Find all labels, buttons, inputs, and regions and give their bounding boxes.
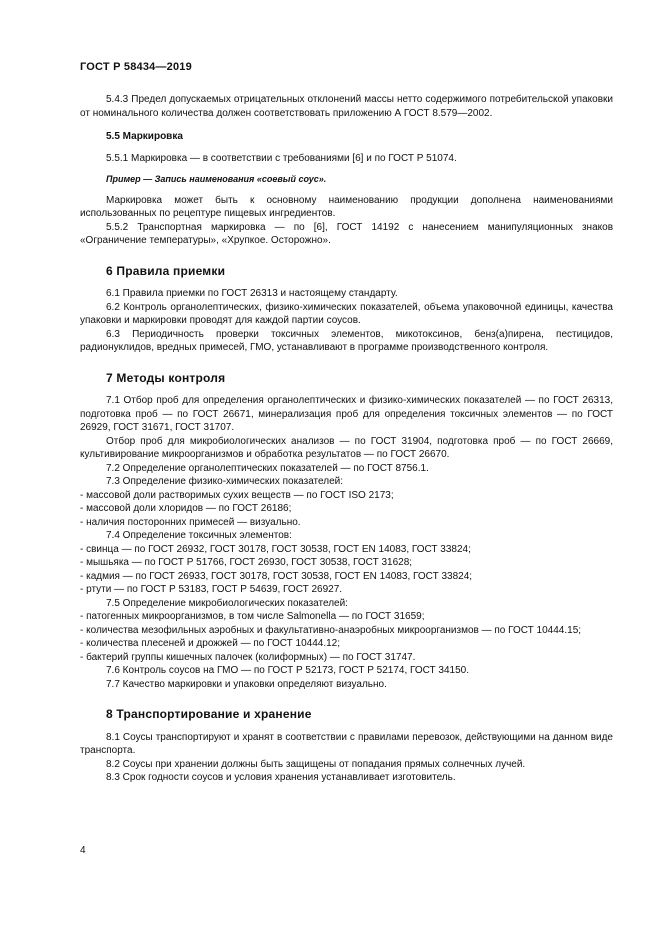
paragraph-6-3: 6.3 Периодичность проверки токсичных элементов, микотоксинов, бенз(а)пирена, пестицидов, радионуклидов, вредных примесей, ГМО, устанавливают в программе производственного контроля. (80, 328, 613, 353)
list-item: - количества мезофильных аэробных и факультативно-анаэробных микроорганизмов — по ГОСТ 10444.15; (80, 624, 582, 636)
paragraph-7-2: 7.2 Определение органолептических показателей — по ГОСТ 8756.1. (106, 462, 429, 474)
section-5-5-title: 5.5 Маркировка (106, 131, 183, 142)
paragraph-8-2: 8.2 Соусы при хранении должны быть защищены от попадания прямых солнечных лучей. (106, 758, 526, 770)
paragraph-7-1: 7.1 Отбор проб для определения органолептических и физико-химических показателей — по ГОСТ 26313, подготовка проб — по ГОСТ 26671, минерализация проб для определения токсичных элементов — по ГОСТ 26929, ГОСТ 31671, ГОСТ 31707. (80, 395, 613, 433)
list-item: - ртути — по ГОСТ Р 53183, ГОСТ Р 54639, ГОСТ 26927. (80, 584, 343, 595)
list-item: - мышьяка — по ГОСТ Р 51766, ГОСТ 26930, ГОСТ 30538, ГОСТ 31628; (80, 557, 413, 568)
paragraph-7-3: 7.3 Определение физико-химических показателей: (106, 476, 344, 487)
paragraph-6-1: 6.1 Правила приемки по ГОСТ 26313 и настоящему стандарту. (106, 288, 398, 299)
section-8-title: 8 Транспортирование и хранение (106, 707, 312, 721)
paragraph-5-4-3: 5.4.3 Предел допускаемых отрицательных отклонений массы нетто содержимого потребительской упаковки от номинального количества должен соответствовать приложению А ГОСТ 8.579—2002. (80, 94, 613, 119)
paragraph-7-6: 7.6 Контроль соусов на ГМО — по ГОСТ Р 52173, ГОСТ Р 52174, ГОСТ 34150. (106, 665, 470, 676)
list-item: - бактерий группы кишечных палочек (колиформных) — по ГОСТ 31747. (80, 651, 416, 663)
example-note: Пример — Запись наименования «соевый соус». (106, 174, 327, 184)
paragraph-5-5-2: 5.5.2 Транспортная маркировка — по [6], ГОСТ 14192 с нанесением манипуляционных знаков «Ограничение температуры», «Хрупкое. Осторожно». (80, 221, 613, 246)
list-item: - количества плесеней и дрожжей — по ГОСТ 10444.12; (80, 638, 341, 649)
page-number: 4 (80, 845, 86, 856)
paragraph-marking-note: Маркировка может быть к основному наименованию продукции дополнена наименованиями использованных по рецептуре пищевых ингредиентов. (80, 194, 613, 219)
list-item: - свинца — по ГОСТ 26932, ГОСТ 30178, ГОСТ 30538, ГОСТ EN 14083, ГОСТ 33824; (80, 543, 471, 555)
paragraph-6-2: 6.2 Контроль органолептических, физико-химических показателей, объема упаковочной единицы, качества упаковки и маркировки проводят для каждой партии соусов. (80, 301, 613, 326)
list-item: - наличия посторонних примесей — визуально. (80, 516, 301, 528)
paragraph-8-1: 8.1 Соусы транспортируют и хранят в соответствии с правилами перевозок, действующими на данном виде транспорта. (80, 731, 613, 756)
paragraph-8-3: 8.3 Срок годности соусов и условия хранения устанавливает изготовитель. (106, 772, 456, 783)
section-7-title: 7 Методы контроля (106, 370, 226, 385)
paragraph-7-7: 7.7 Качество маркировки и упаковки определяют визуально. (106, 678, 387, 690)
paragraph-7-4: 7.4 Определение токсичных элементов: (106, 530, 292, 541)
section-6-title: 6 Правила приемки (106, 263, 226, 278)
document-header: ГОСТ Р 58434—2019 (80, 61, 192, 73)
list-item: - патогенных микроорганизмов, в том числе Salmonella — по ГОСТ 31659; (80, 611, 425, 622)
paragraph-5-5-1: 5.5.1 Маркировка — в соответствии с требованиями [6] и по ГОСТ Р 51074. (106, 152, 457, 164)
page-content (80, 93, 613, 785)
list-item: - кадмия — по ГОСТ 26933, ГОСТ 30178, ГОСТ 30538, ГОСТ EN 14083, ГОСТ 33824; (80, 570, 473, 582)
list-item: - массовой доли хлоридов — по ГОСТ 26186; (80, 503, 292, 514)
paragraph-7-5: 7.5 Определение микробиологических показателей: (106, 597, 348, 609)
paragraph-7-1-sampling: Отбор проб для микробиологических анализов — по ГОСТ 31904, подготовка проб — по ГОСТ 26669, культивирование микроорганизмов и обработка результатов — по ГОСТ 26670. (80, 435, 613, 460)
list-item: - массовой доли растворимых сухих веществ — по ГОСТ ISO 2173; (80, 489, 394, 501)
